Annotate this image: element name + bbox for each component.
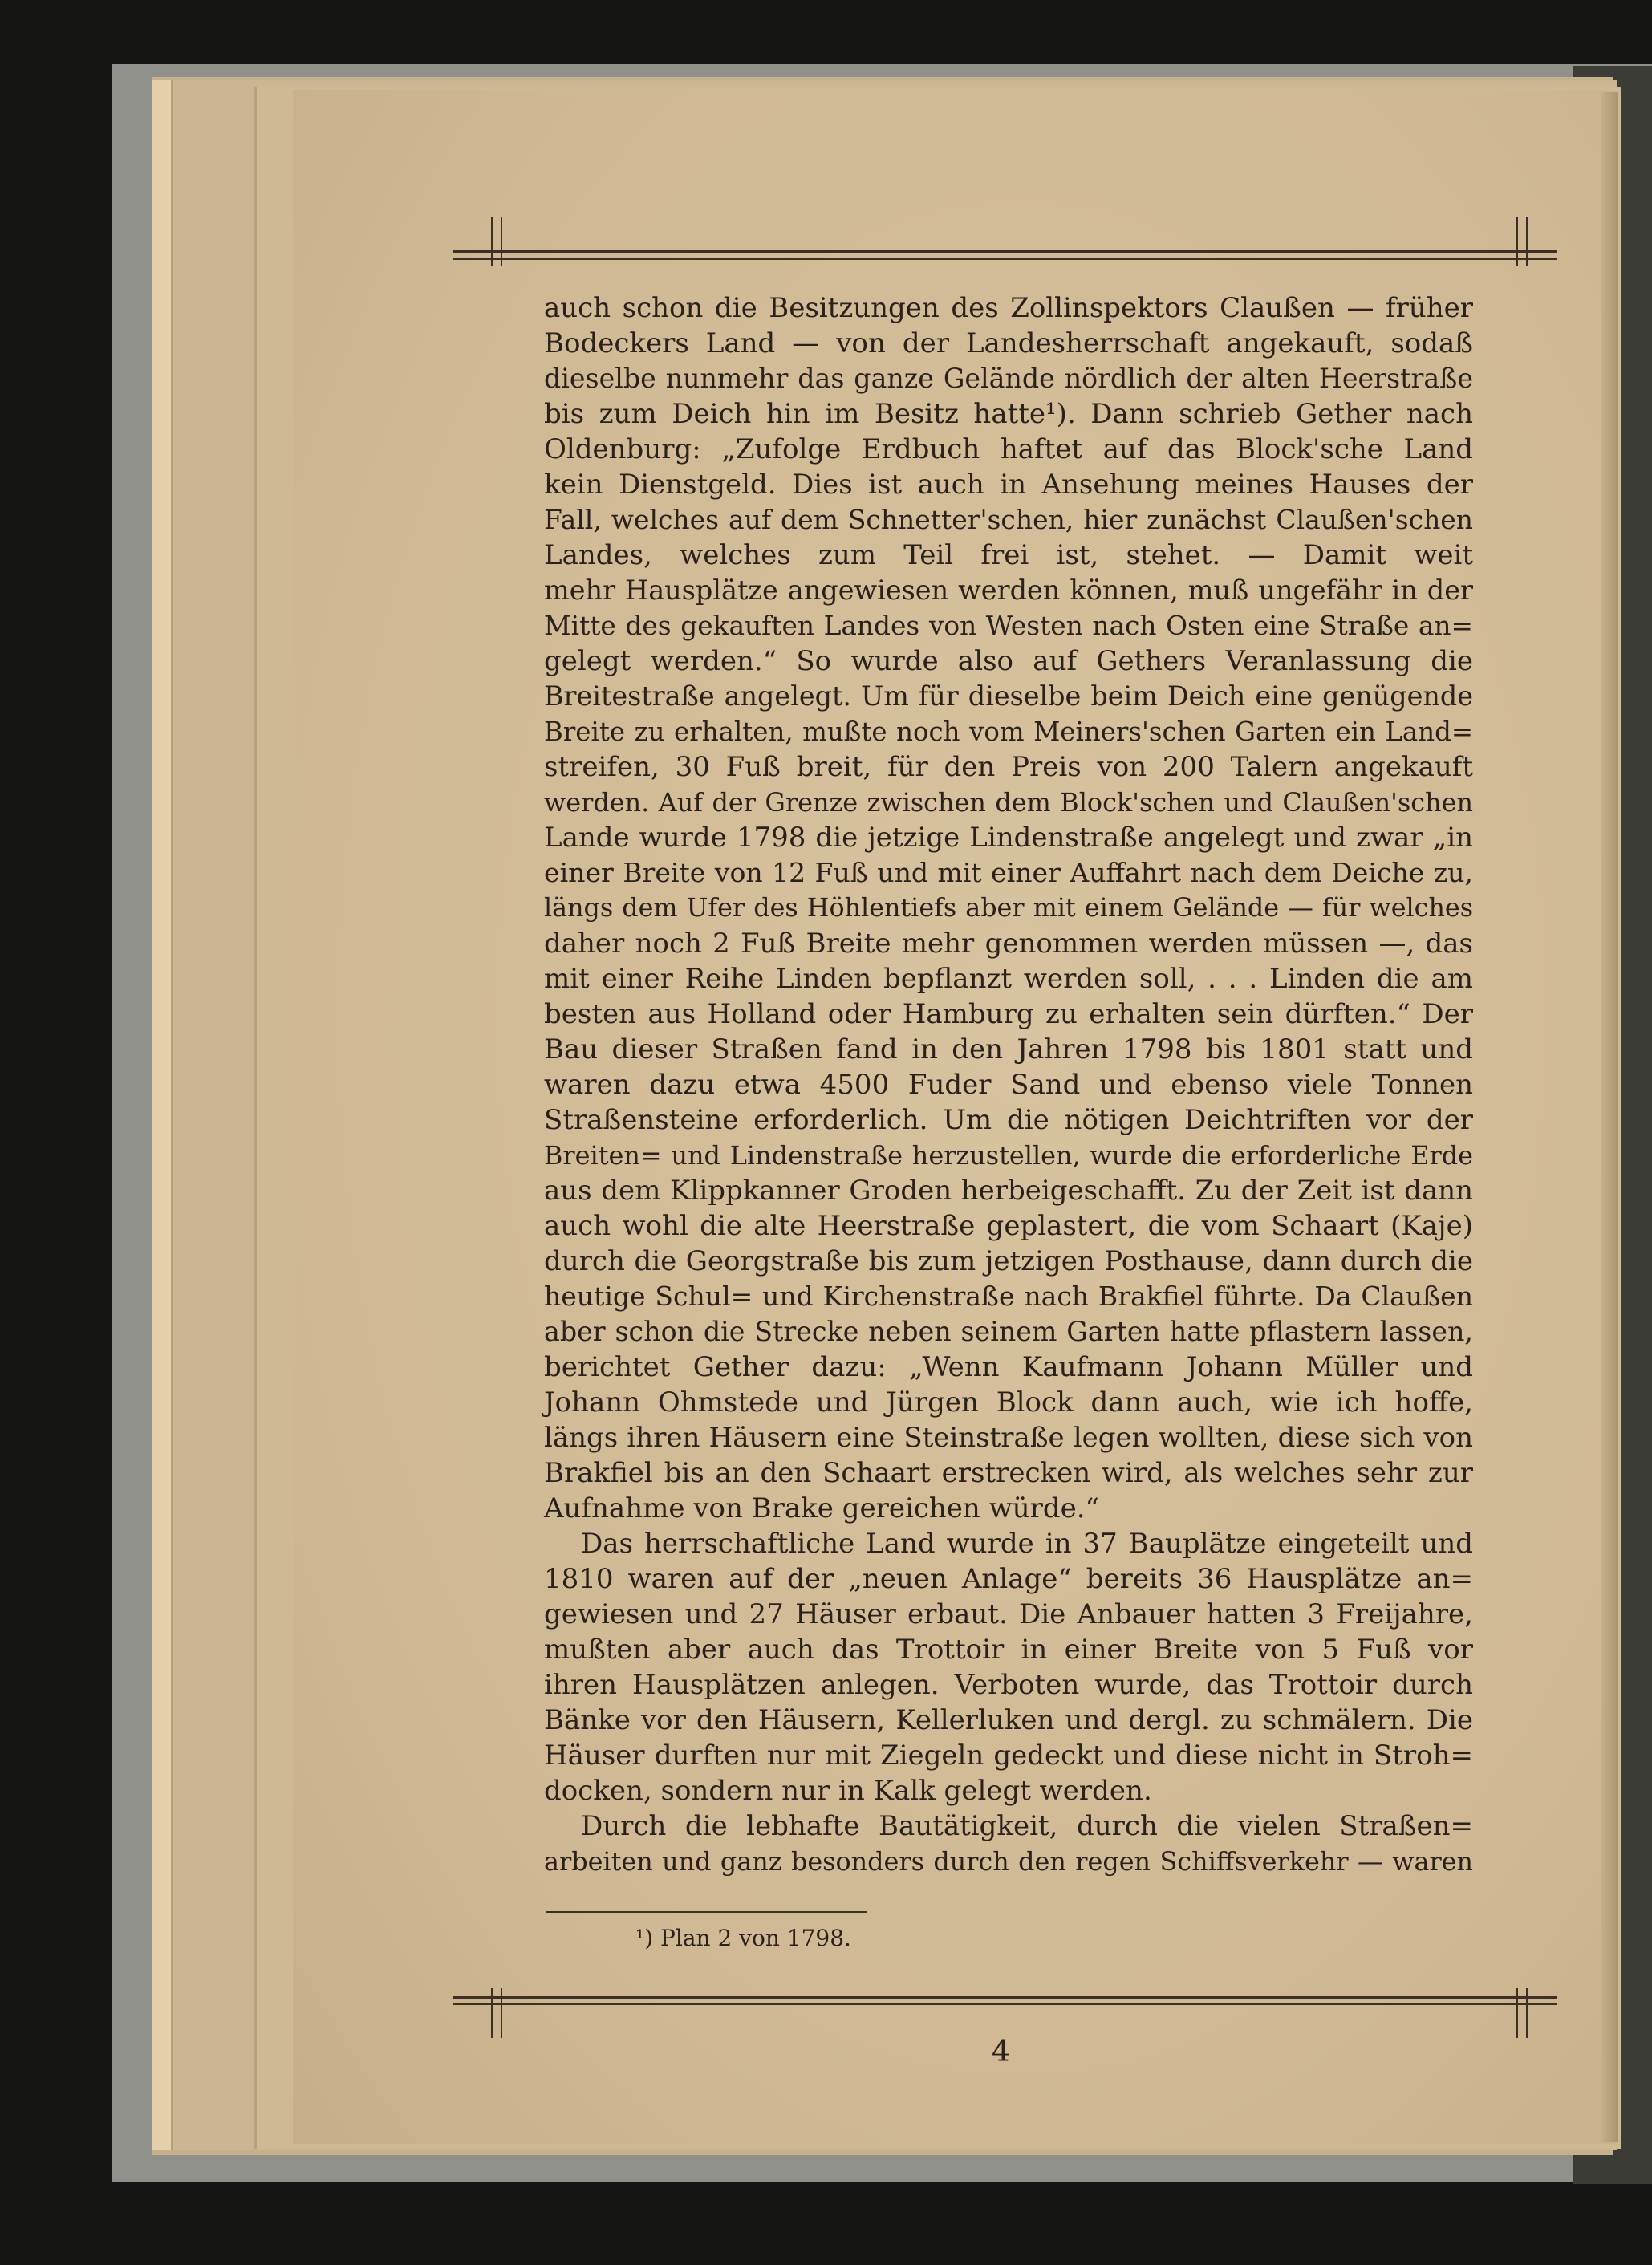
text-line: Durch die lebhafte Bautätigkeit, durch die vielen Straßen= bbox=[581, 1810, 1473, 1842]
page-number: 4 bbox=[992, 2036, 1010, 2068]
text-line: mit einer Reihe Linden bepflanzt werden soll, . . . Linden die am bbox=[544, 963, 1473, 995]
text-line: gelegt werden.“ So wurde also auf Gethers Veranlassung die bbox=[544, 645, 1473, 677]
frame-corner-rule bbox=[1516, 217, 1518, 266]
frame-corner-rule bbox=[491, 217, 493, 266]
text-line: gewiesen und 27 Häuser erbaut. Die Anbauer hatten 3 Freijahre, bbox=[544, 1598, 1473, 1630]
text-line: dieselbe nunmehr das ganze Gelände nördlich der alten Heerstraße bbox=[544, 363, 1473, 394]
text-line: Häuser durften nur mit Ziegeln gedeckt und diese nicht in Stroh= bbox=[544, 1739, 1473, 1772]
frame-corner-rule bbox=[501, 217, 502, 266]
text-line: auch schon die Besitzungen des Zollinspektors Claußen — früher bbox=[544, 292, 1473, 324]
text-line: Johann Ohmstede und Jürgen Block dann auch, wie ich hoffe, bbox=[544, 1386, 1473, 1419]
text-line: Breitestraße angelegt. Um für dieselbe beim Deich eine genügende bbox=[544, 680, 1473, 712]
text-line: auch wohl die alte Heerstraße geplastert, die vom Schaart (Kaje) bbox=[544, 1210, 1473, 1242]
text-line: Breiten= und Lindenstraße herzustellen, wurde die erforderliche Erde bbox=[544, 1140, 1473, 1171]
text-line: Fall, welches auf dem Schnetter'schen, hier zunächst Claußen'schen bbox=[544, 504, 1473, 535]
text-line: Breite zu erhalten, mußte noch vom Meiners'schen Garten ein Land= bbox=[544, 716, 1473, 747]
frame-bottom-rule bbox=[453, 1996, 1557, 1999]
text-line: docken, sondern nur in Kalk gelegt werden. bbox=[544, 1775, 1152, 1807]
text-line: aus dem Klippkanner Groden herbeigeschafft. Zu der Zeit ist dann bbox=[544, 1175, 1473, 1207]
text-line: Aufnahme von Brake gereichen würde.“ bbox=[544, 1492, 1099, 1524]
text-line: Landes, welches zum Teil frei ist, stehet. — Damit weit bbox=[544, 539, 1473, 571]
text-line: Bau dieser Straßen fand in den Jahren 1798 bis 1801 statt und bbox=[544, 1033, 1473, 1066]
text-line: Das herrschaftliche Land wurde in 37 Bauplätze eingeteilt und bbox=[581, 1528, 1473, 1560]
text-line: längs ihren Häusern eine Steinstraße legen wollten, diese sich von bbox=[544, 1422, 1473, 1454]
text-line: heutige Schul= und Kirchenstraße nach Brakfiel führte. Da Claußen bbox=[544, 1281, 1473, 1312]
frame-top-rule bbox=[453, 250, 1557, 253]
text-line: Bänke vor den Häusern, Kellerluken und dergl. zu schmälern. Die bbox=[544, 1704, 1473, 1736]
text-line: längs dem Ufer des Höhlentiefs aber mit einem Gelände — für welches bbox=[544, 894, 1473, 923]
text-line: Mitte des gekauften Landes von Westen nach Osten eine Straße an= bbox=[544, 611, 1473, 641]
text-line: streifen, 30 Fuß breit, für den Preis von 200 Talern angekauft bbox=[544, 751, 1473, 783]
frame-bottom-rule bbox=[453, 2003, 1557, 2005]
text-line: arbeiten und ganz besonders durch den regen Schiffsverkehr — waren bbox=[544, 1846, 1473, 1877]
text-line: 1810 waren auf der „neuen Anlage“ bereits 36 Hausplätze an= bbox=[544, 1563, 1473, 1595]
page-right-edge bbox=[1601, 92, 1618, 2142]
text-line: Brakfiel bis an den Schaart erstrecken wird, als welches sehr zur bbox=[544, 1457, 1473, 1489]
text-line: Lande wurde 1798 die jetzige Lindenstraße angelegt und zwar „in bbox=[544, 822, 1473, 854]
frame-corner-rule bbox=[1516, 1988, 1518, 2038]
frame-top-rule bbox=[453, 258, 1557, 260]
text-line: Oldenburg: „Zufolge Erdbuch haftet auf das Block'sche Land bbox=[544, 433, 1473, 465]
text-line: bis zum Deich hin im Besitz hatte¹). Dann schrieb Gether nach bbox=[544, 398, 1473, 430]
body-text bbox=[544, 290, 1473, 1879]
text-line: aber schon die Strecke neben seinem Garten hatte pflastern lassen, bbox=[544, 1316, 1473, 1347]
text-line: kein Dienstgeld. Dies ist auch in Ansehung meines Hauses der bbox=[544, 469, 1473, 501]
text-line: Straßensteine erforderlich. Um die nötigen Deichtriften vor der bbox=[544, 1104, 1473, 1136]
text-line: durch die Georgstraße bis zum jetzigen Posthause, dann durch die bbox=[544, 1245, 1473, 1277]
text-line: waren dazu etwa 4500 Fuder Sand und ebenso viele Tonnen bbox=[544, 1069, 1473, 1101]
text-line: Bodeckers Land — von der Landesherrschaft angekauft, sodaß bbox=[544, 327, 1473, 359]
text-line: mußten aber auch das Trottoir in einer Breite von 5 Fuß vor bbox=[544, 1634, 1473, 1666]
text-line: werden. Auf der Grenze zwischen dem Block'schen und Claußen'schen bbox=[544, 787, 1473, 818]
footnote-rule bbox=[546, 1911, 867, 1913]
text-line: ihren Hausplätzen anlegen. Verboten wurde, das Trottoir durch bbox=[544, 1669, 1473, 1701]
text-line: mehr Hausplätze angewiesen werden können, muß ungefähr in der bbox=[544, 574, 1473, 606]
frame-corner-rule bbox=[491, 1988, 493, 2038]
frame-corner-rule bbox=[501, 1988, 502, 2038]
text-line: besten aus Holland oder Hamburg zu erhalten sein dürften.“ Der bbox=[544, 998, 1473, 1030]
footnote: ¹) Plan 2 von 1798. bbox=[635, 1925, 851, 1951]
frame-corner-rule bbox=[1526, 217, 1528, 266]
frame-corner-rule bbox=[1526, 1988, 1528, 2038]
text-line: einer Breite von 12 Fuß und mit einer Auffahrt nach dem Deiche zu, bbox=[544, 857, 1473, 888]
text-line: daher noch 2 Fuß Breite mehr genommen werden müssen —, das bbox=[544, 928, 1473, 960]
text-line: berichtet Gether dazu: „Wenn Kaufmann Johann Müller und bbox=[544, 1351, 1473, 1383]
